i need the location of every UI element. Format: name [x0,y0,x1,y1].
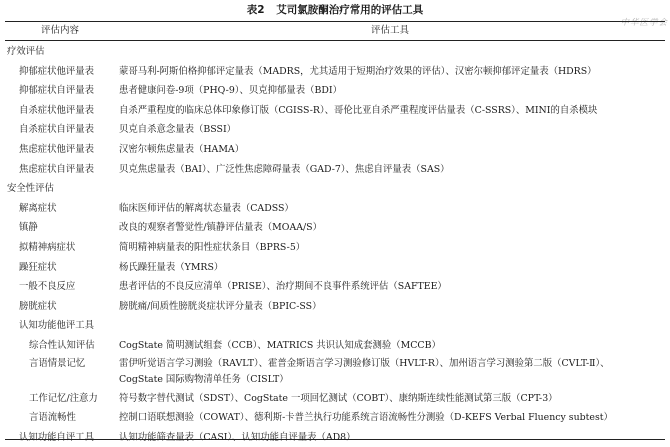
row-content: 膀胱症状 [19,300,57,312]
table-row [5,297,665,317]
table-row [5,356,665,389]
row-content: 自杀症状他评量表 [19,104,95,116]
row-content: 拟精神病症状 [19,241,76,253]
row-tool: 简明精神病量表的阳性症状条目（BPRS-5） [119,241,306,253]
row-tool: 自杀严重程度的临床总体印象修订版（CGISS-R）、哥伦比亚自杀严重程度评估量表（C-SSRS）、MINI的自杀模块 [119,104,598,116]
row-tool: 认知功能筛查量表（CASI）、认知功能自评量表（AD8） [119,431,356,443]
table-bottom-rule [5,439,665,440]
table-row [5,179,665,199]
row-tool [119,356,665,389]
table-row [5,238,665,258]
row-content: 解离症状 [19,202,57,214]
row-content: 安全性评估 [7,183,54,195]
row-tool-line-1: 雷伊听觉语言学习测验（RAVLT）、霍普金斯语言学习测验修订版（HVLT-R）、加州语言学习测验第二版（CVLT-Ⅱ）、 [119,357,610,369]
row-content: 躁狂症状 [19,261,57,273]
table-row [5,101,665,121]
row-content: 抑郁症状他评量表 [19,65,95,77]
row-tool: 膀胱痛/间质性膀胱炎症状评分量表（BPIC-SS） [119,300,322,312]
row-tool: 患者评估的不良反应清单（PRISE）、治疗期间不良事件系统评估（SAFTEE） [119,281,447,293]
table-header [5,23,665,38]
row-content: 焦虑症状自评量表 [19,163,95,175]
row-tool: 控制口语联想测验（COWAT）、德利斯-卡普兰执行功能系统言语流畅性分测验（D-KEFS Verbal Fluency subtest） [119,412,613,424]
row-tool: 患者健康问卷-9项（PHQ-9）、贝克抑郁量表（BDI） [119,85,342,97]
row-tool: CogState 简明测试组套（CCB）、MATRICS 共识认知成套测验（MCCB） [119,339,441,351]
row-content: 自杀症状自评量表 [19,124,95,136]
row-tool: 汉密尔顿焦虑量表（HAMA） [119,143,245,155]
row-content: 认知功能他评工具 [19,320,95,332]
row-tool: 贝克自杀意念量表（BSSI） [119,124,237,136]
row-content: 一般不良反应 [19,281,76,293]
row-content: 抑郁症状自评量表 [19,85,95,97]
table-row [5,389,665,409]
table-row [5,428,665,447]
table-body [5,42,665,447]
row-tool: 杨氏躁狂量表（YMRS） [119,261,224,273]
row-tool: 贝克焦虑量表（BAI）、广泛性焦虑障碍量表（GAD-7）、焦虑自评量表（SAS） [119,163,450,175]
publisher-watermark: 中华医学会 [620,18,668,28]
table-number: 表2 [246,4,265,16]
table-row [5,336,665,356]
header-tools: 评估工具 [370,25,409,36]
row-content: 镇静 [19,222,38,234]
table-header-rule [5,40,665,41]
row-content: 工作记忆/注意力 [29,392,98,404]
row-content: 言语情景记忆 [29,357,86,369]
row-tool-line-2: CogState 国际购物清单任务（CISLT） [119,374,289,385]
header-content: 评估内容 [40,25,79,36]
table-row [5,277,665,297]
row-content: 焦虑症状他评量表 [19,143,95,155]
table-row [5,62,665,82]
table-row [5,81,665,101]
row-content: 言语流畅性 [29,412,76,424]
row-tool: 临床医师评估的解离状态量表（CADSS） [119,202,294,214]
table-row [5,258,665,278]
row-tool: 蒙哥马利-阿斯伯格抑郁评定量表（MADRS，尤其适用于短期治疗效果的评估）、汉密尔顿抑郁评定量表（HDRS） [119,65,597,77]
table-row [5,120,665,140]
table-row [5,160,665,180]
table-row [5,316,665,336]
table-row [5,42,665,62]
table-top-rule [5,21,665,22]
table-row [5,218,665,238]
table-row [5,140,665,160]
table-title: 艾司氯胺酮治疗常用的评估工具 [276,4,424,16]
row-tool: 改良的观察者警觉性/镇静评估量表（MOAA/S） [119,222,322,234]
table-row [5,408,665,428]
row-content: 认知功能自评工具 [19,431,95,443]
row-tool: 符号数字替代测试（SDST）、CogState 一项回忆测试（COBT）、康纳斯连续性能测试第三版（CPT-3） [119,392,558,404]
row-content: 疗效评估 [7,46,45,57]
table-caption [0,3,670,17]
row-content: 综合性认知评估 [29,339,95,351]
table-row [5,199,665,219]
